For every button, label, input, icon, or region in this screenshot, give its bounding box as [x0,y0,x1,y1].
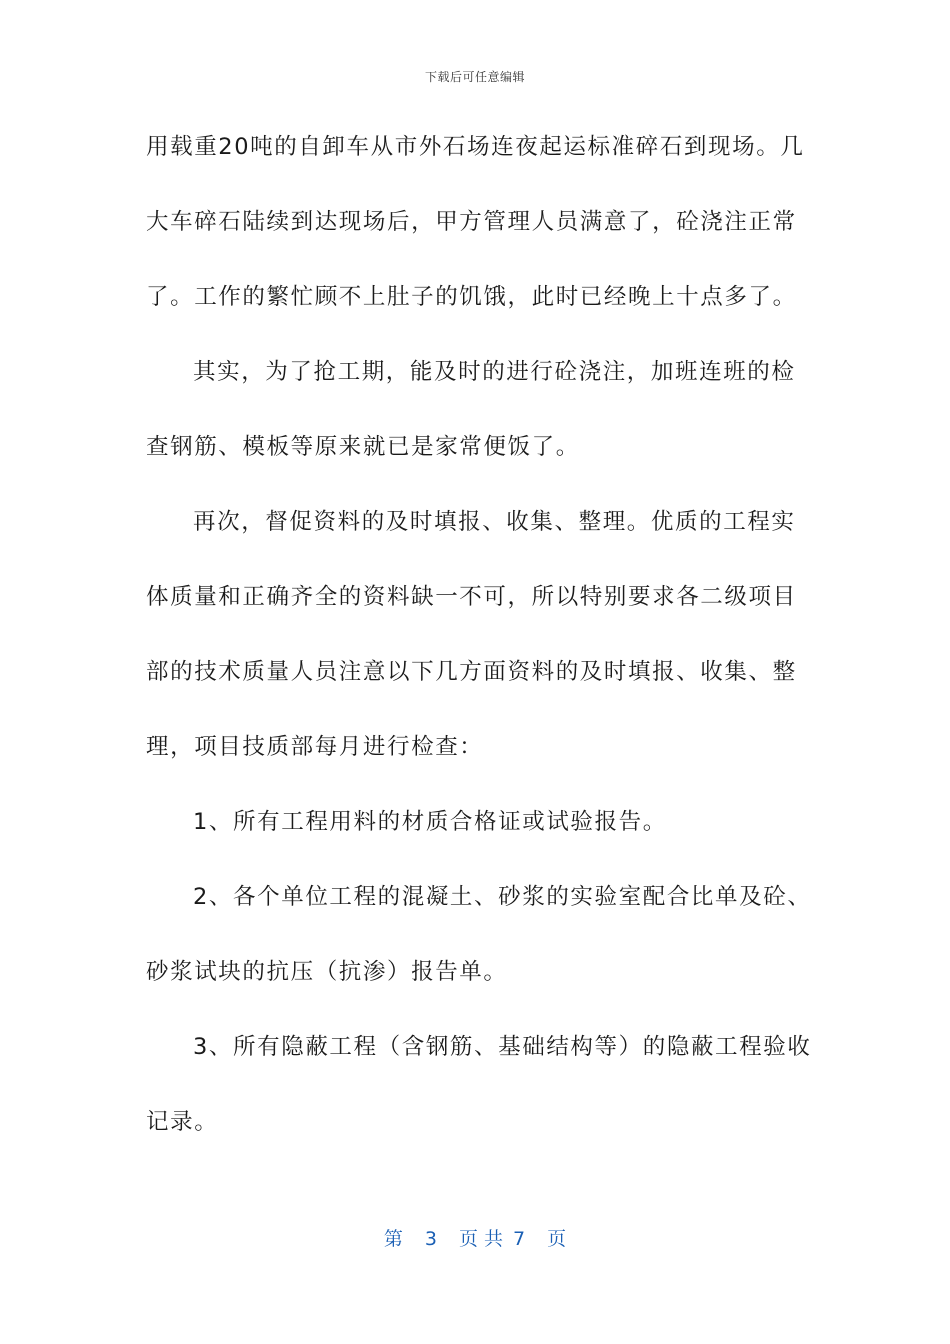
text-line: 砂浆试块的抗压（抗渗）报告单。 [146,959,508,985]
footer-page-label: 第 [383,1228,403,1250]
text-line: 体质量和正确齐全的资料缺一不可，所以特别要求各二级项目 [146,584,797,610]
list-item-line: 1、所有工程用料的材质合格证或试验报告。 [193,809,667,835]
body-text [146,124,811,1174]
text-line: 部的技术质量人员注意以下几方面资料的及时填报、收集、整 [146,659,797,685]
paragraph-start-line: 其实，为了抢工期，能及时的进行砼浇注，加班连班的检 [193,359,796,385]
footer-total-pages: 7 [513,1228,526,1250]
text-line: 了。工作的繁忙顾不上肚子的饥饿，此时已经晚上十点多了。 [146,284,797,310]
paragraph-start-line: 再次，督促资料的及时填报、收集、整理。优质的工程实 [193,509,796,535]
text-line: 理，项目技质部每月进行检查： [146,734,484,760]
list-item-line: 3、所有隐蔽工程（含钢筋、基础结构等）的隐蔽工程验收 [193,1034,811,1060]
text-line: 大车碎石陆续到达现场后，甲方管理人员满意了，砼浇注正常 [146,209,797,235]
list-item-line: 2、各个单位工程的混凝土、砂浆的实验室配合比单及砼、 [193,884,811,910]
text-line: 记录。 [146,1109,219,1135]
footer-of-label: 页 共 [458,1228,504,1250]
header-note: 下载后可任意编辑 [424,70,525,84]
text-line: 用载重20吨的自卸车从市外石场连夜起运标准碎石到现场。几 [146,134,805,160]
footer-current-page: 3 [424,1228,437,1250]
footer-end-label: 页 [547,1228,567,1250]
text-line: 查钢筋、模板等原来就已是家常便饭了。 [146,434,580,460]
page-footer [0,1224,950,1251]
